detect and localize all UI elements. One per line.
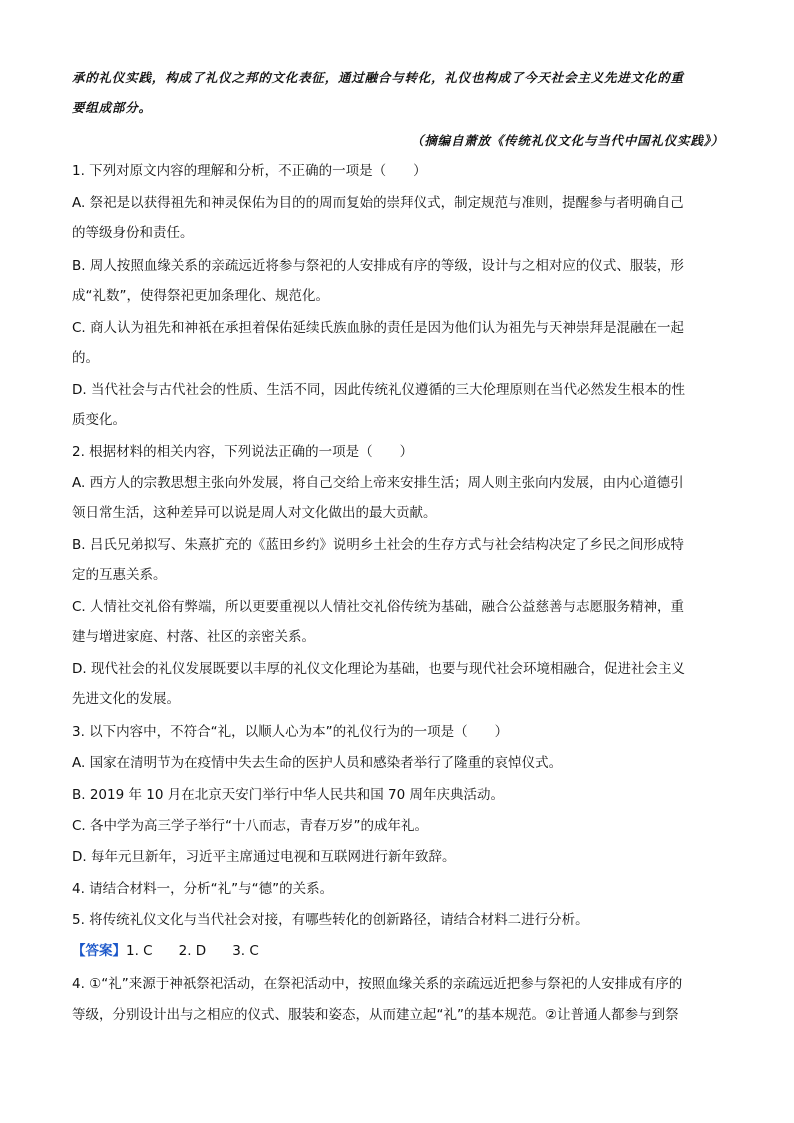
q2-option-d-line-1: D. 现代社会的礼仪发展既要以丰厚的礼仪文化理论为基础，也要与现代社会环境相融合，促进社会主义 [72, 661, 685, 677]
answer-line [72, 941, 724, 961]
q1-option-d-line-1: D. 当代社会与古代社会的性质、生活不同，因此传统礼仪遵循的三大伦理原则在当代必然发生根本的性 [72, 382, 685, 398]
q1-stem: 1. 下列对原文内容的理解和分析，不正确的一项是（ ） [72, 163, 427, 179]
q1-option-b-line-1: B. 周人按照血缘关系的亲疏远近将参与祭祀的人安排成有序的等级，设计与之相对应的仪式、服装，形 [72, 258, 684, 274]
q2-option-b-line-1: B. 吕氏兄弟拟写、朱熹扩充的《蓝田乡约》说明乡土社会的生存方式与社会结构决定了乡民之间形成特 [72, 537, 684, 553]
q2-stem: 2. 根据材料的相关内容，下列说法正确的一项是（ ） [72, 444, 414, 460]
q1-option-d-line-2: 质变化。 [72, 412, 126, 428]
q1-option-c-line-1: C. 商人认为祖先和神祇在承担着保佑延续氏族血脉的责任是因为他们认为祖先与天神崇拜是混融在一起 [72, 320, 685, 336]
q1-option-b-line-2: 成“礼数”，使得祭祀更加条理化、规范化。 [72, 288, 329, 304]
q1-option-a-line-1: A. 祭祀是以获得祖先和神灵保佑为目的的周而复始的崇拜仪式，制定规范与准则，提醒参与者明确自己 [72, 195, 684, 211]
answer-explain-line-1: 4. ①“礼”来源于神祇祭祀活动，在祭祀活动中，按照血缘关系的亲疏远近把参与祭祀的人安排成有序的 [72, 976, 683, 992]
answer-2: 2. D [178, 943, 207, 959]
q3-option-b: B. 2019 年 10 月在北京天安门举行中华人民共和国 70 周年庆典活动。 [72, 787, 505, 803]
q5-stem: 5. 将传统礼仪文化与当代社会对接，有哪些转化的创新路径，请结合材料二进行分析。 [72, 912, 589, 928]
q1-option-c-line-2: 的。 [72, 350, 99, 366]
answer-tag: 【答案】 [72, 943, 126, 959]
answer-1: 1. C [126, 943, 153, 959]
q2-option-d-line-2: 先进文化的发展。 [72, 691, 180, 707]
q2-option-b-line-2: 定的互惠关系。 [72, 567, 167, 583]
q3-option-c: C. 各中学为高三学子举行“十八而志，青春万岁”的成年礼。 [72, 818, 428, 834]
passage-line-2: 要组成部分。 [72, 100, 152, 115]
q2-option-c-line-2: 建与增进家庭、村落、社区的亲密关系。 [72, 629, 315, 645]
q3-stem: 3. 以下内容中，不符合“礼，以顺人心为本”的礼仪行为的一项是（ ） [72, 724, 509, 740]
q2-option-a-line-1: A. 西方人的宗教思想主张向外发展，将自己交给上帝来安排生活；周人则主张向内发展，由内心道德引 [72, 475, 684, 491]
q1-option-a-line-2: 的等级身份和责任。 [72, 225, 194, 241]
passage-line-1: 承的礼仪实践，构成了礼仪之邦的文化表征，通过融合与转化，礼仪也构成了今天社会主义先进文化的重 [72, 70, 684, 85]
q2-option-a-line-2: 领日常生活，这种差异可以说是周人对文化做出的最大贡献。 [72, 505, 437, 521]
answer-3: 3. C [232, 943, 259, 959]
answer-explain-line-2: 等级，分别设计出与之相应的仪式、服装和姿态，从而建立起“礼”的基本规范。②让普通人都参与到祭 [72, 1007, 679, 1023]
q3-option-a: A. 国家在清明节为在疫情中失去生命的医护人员和感染者举行了隆重的哀悼仪式。 [72, 755, 563, 771]
q4-stem: 4. 请结合材料一，分析“礼”与“德”的关系。 [72, 881, 334, 897]
q3-option-d: D. 每年元旦新年，习近平主席通过电视和互联网进行新年致辞。 [72, 849, 456, 865]
q2-option-c-line-1: C. 人情社交礼俗有弊端，所以更要重视以人情社交礼俗传统为基础，融合公益慈善与志愿服务精神，重 [72, 599, 685, 615]
passage-source: （摘编自萧放《传统礼仪文化与当代中国礼仪实践》） [411, 133, 724, 148]
